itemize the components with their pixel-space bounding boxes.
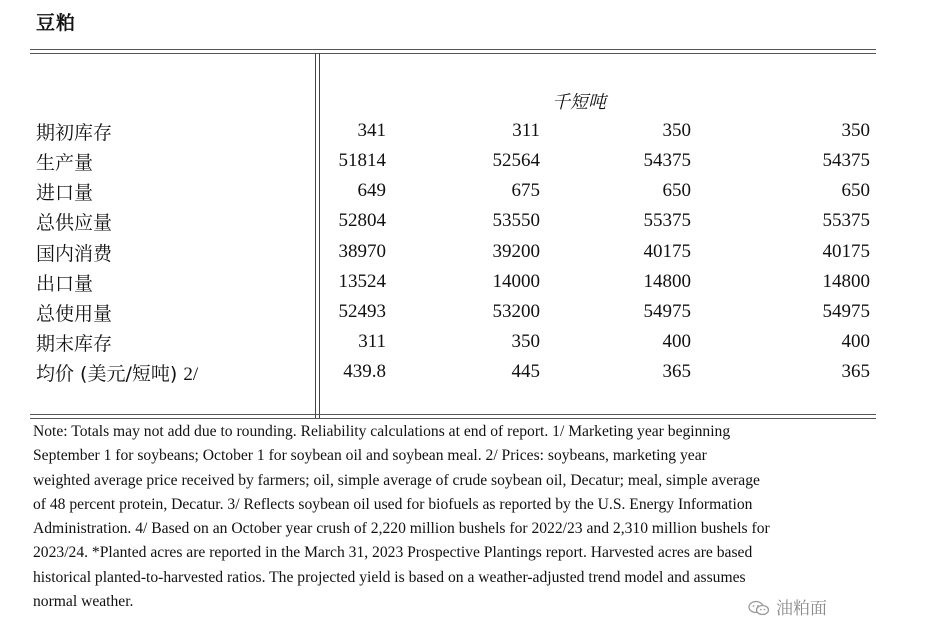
row-label: 总使用量 (36, 303, 113, 325)
cell-value: 38970 (338, 241, 386, 262)
cell-value: 53550 (492, 210, 540, 231)
cell-value: 55375 (643, 210, 691, 231)
cell-value: 54375 (822, 150, 870, 171)
row-label: 总供应量 (36, 212, 113, 234)
cell-value: 54375 (643, 150, 691, 171)
cell-value: 54975 (643, 301, 691, 322)
cell-value: 53200 (492, 301, 540, 322)
table-row (0, 208, 945, 238)
table-row (0, 299, 945, 329)
footnote-line: 2023/24. *Planted acres are reported in the March 31, 2023 Prospective Plantings report. Harvested acres are based (33, 544, 753, 562)
footnote-line: Administration. 4/ Based on an October year crush of 2,220 million bushels for 2022/23 and 2,310 million bushels for (33, 520, 770, 538)
cell-value: 439.8 (343, 361, 386, 382)
table-row (0, 269, 945, 299)
cell-value: 14800 (643, 271, 691, 292)
unit-label: 千短吨 (552, 92, 606, 113)
row-label: 国内消费 (36, 243, 113, 265)
footnote-block (33, 420, 883, 614)
row-label: 期初库存 (36, 122, 113, 144)
cell-value: 52493 (338, 301, 386, 322)
cell-value: 649 (357, 180, 386, 201)
row-label: 出口量 (36, 273, 94, 295)
table-row (0, 239, 945, 269)
row-label (36, 359, 198, 386)
row-label: 进口量 (36, 182, 94, 204)
footnote-line: historical planted-to-harvested ratios. The projected yield is based on a weather-adjusted trend model and assumes (33, 568, 746, 586)
footnote-line: of 48 percent protein, Decatur. 3/ Reflects soybean oil used for biofuels as reported by the U.S. Energy Information (33, 495, 753, 513)
wechat-icon (748, 600, 770, 616)
cell-value: 54975 (822, 301, 870, 322)
footnote-line: weighted average price received by farmers; oil, simple average of crude soybean oil, Decatur; meal, simple average (33, 471, 760, 489)
cell-value: 14800 (822, 271, 870, 292)
cell-value: 445 (511, 361, 540, 382)
table-row (0, 178, 945, 208)
table-bottom-rule-inner (30, 418, 876, 419)
cell-value: 341 (357, 120, 386, 141)
cell-value: 13524 (338, 271, 386, 292)
cell-value: 400 (662, 331, 691, 352)
cell-value: 52804 (338, 210, 386, 231)
cell-value: 400 (841, 331, 870, 352)
watermark-text: 油粕面 (776, 599, 827, 619)
cell-value: 350 (511, 331, 540, 352)
table-bottom-rule (30, 414, 876, 415)
footnote-line: September 1 for soybeans; October 1 for soybean oil and soybean meal. 2/ Prices: soybeans, marketing year (33, 447, 707, 465)
cell-value: 40175 (643, 241, 691, 262)
row-label: 生产量 (36, 152, 94, 174)
cell-value: 14000 (492, 271, 540, 292)
table-top-rule (30, 49, 876, 50)
cell-value: 52564 (492, 150, 540, 171)
cell-value: 365 (841, 361, 870, 382)
cell-value: 350 (662, 120, 691, 141)
table-row (0, 359, 945, 389)
cell-value: 311 (512, 120, 540, 141)
cell-value: 650 (662, 180, 691, 201)
row-label: 期末库存 (36, 333, 113, 355)
cell-value: 365 (662, 361, 691, 382)
footnote-line: normal weather. (33, 593, 134, 611)
table-row (0, 329, 945, 359)
cell-value: 675 (511, 180, 540, 201)
cell-value: 39200 (492, 241, 540, 262)
cell-value: 311 (358, 331, 386, 352)
footnote-ref: 2/ (183, 364, 199, 385)
table-row (0, 118, 945, 148)
table-top-rule-inner (30, 53, 876, 54)
cell-value: 650 (841, 180, 870, 201)
footnote-line: Note: Totals may not add due to rounding. Reliability calculations at end of report. 1/ Marketing year beginning (33, 423, 731, 440)
page-title: 豆粕 (36, 12, 77, 34)
table-row (0, 148, 945, 178)
cell-value: 40175 (822, 241, 870, 262)
cell-value: 51814 (338, 150, 386, 171)
row-label-text: 均价 (美元/短吨) (36, 363, 178, 385)
cell-value: 55375 (822, 210, 870, 231)
watermark (748, 594, 827, 619)
cell-value: 350 (841, 120, 870, 141)
